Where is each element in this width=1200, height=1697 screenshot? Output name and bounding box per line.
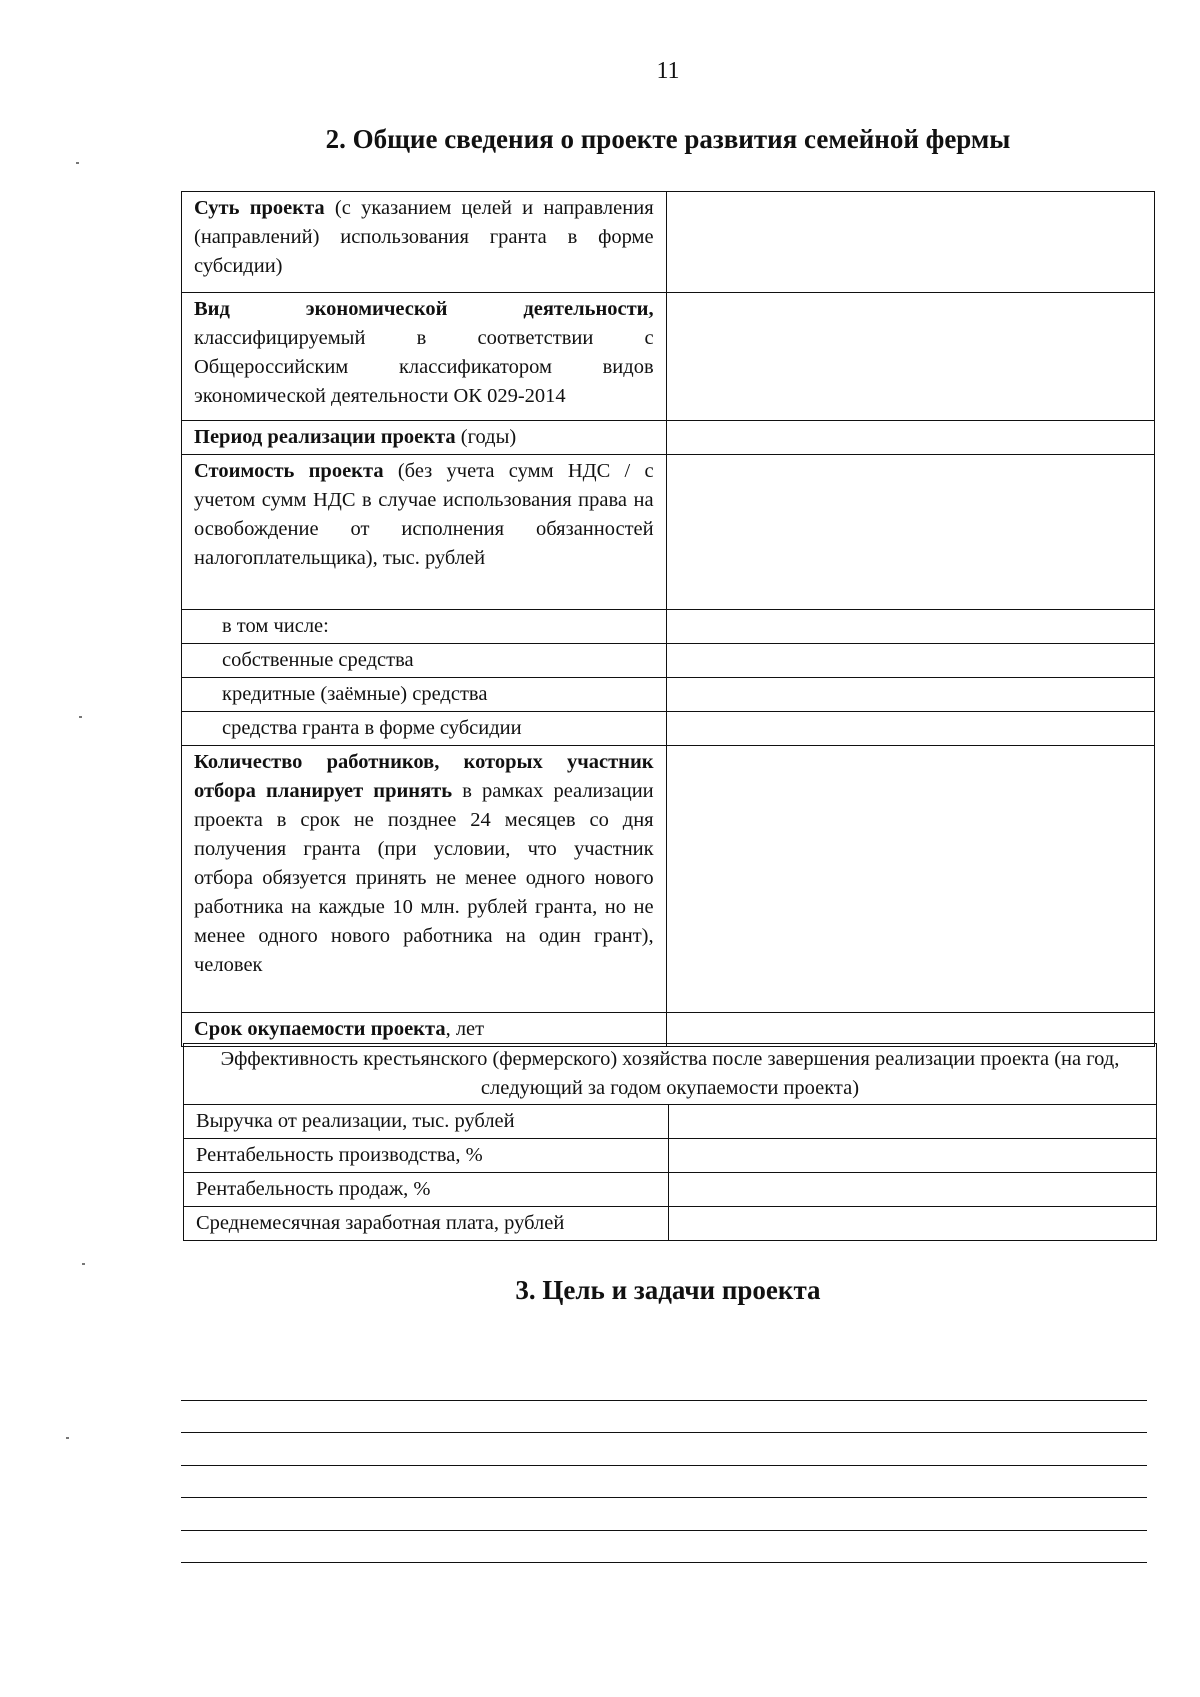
row-label: Среднемесячная заработная плата, рублей xyxy=(184,1207,669,1241)
table-row xyxy=(184,1139,1157,1173)
value-cell[interactable] xyxy=(666,712,1154,746)
row-label: средства гранта в форме субсидии xyxy=(182,712,667,746)
row-label: Выручка от реализации, тыс. рублей xyxy=(184,1105,669,1139)
table-row xyxy=(184,1173,1157,1207)
row-label: Срок окупаемости проекта, лет xyxy=(182,1013,667,1047)
answer-line[interactable] xyxy=(181,1368,1147,1401)
table-row xyxy=(182,712,1155,746)
answer-line[interactable] xyxy=(181,1401,1147,1434)
table-row xyxy=(182,455,1155,610)
value-cell[interactable] xyxy=(666,644,1154,678)
row-label: в том числе: xyxy=(182,610,667,644)
value-cell[interactable] xyxy=(668,1105,1156,1139)
table-row xyxy=(182,421,1155,455)
table-row xyxy=(184,1105,1157,1139)
table-row xyxy=(182,610,1155,644)
answer-line[interactable] xyxy=(181,1498,1147,1531)
scan-speck xyxy=(79,716,82,718)
row-label: кредитные (заёмные) средства xyxy=(182,678,667,712)
row-label: собственные средства xyxy=(182,644,667,678)
value-cell[interactable] xyxy=(668,1207,1156,1241)
table-row xyxy=(182,1013,1155,1047)
row-label: Количество работников, которых участник отбора планирует принять в рамках реализации проекта в срок не позднее 24 месяцев со дня получения гранта (при условии, что участник отбора обязуется принять не менее одного нового работника на каждые 10 млн. рублей гранта, но не менее одного нового работника на один грант), человек xyxy=(182,746,667,1013)
value-cell[interactable] xyxy=(668,1139,1156,1173)
table-row xyxy=(184,1044,1157,1105)
row-label: Стоимость проекта (без учета сумм НДС / с учетом сумм НДС в случае использования права на освобождение от исполнения обязанностей налогоплательщика), тыс. рублей xyxy=(182,455,667,610)
row-label: Рентабельность продаж, % xyxy=(184,1173,669,1207)
table-row xyxy=(182,192,1155,293)
scan-speck xyxy=(66,1437,69,1439)
value-cell[interactable] xyxy=(666,746,1154,1013)
value-cell[interactable] xyxy=(666,192,1154,293)
row-label: Период реализации проекта (годы) xyxy=(182,421,667,455)
answer-line[interactable] xyxy=(181,1433,1147,1466)
value-cell[interactable] xyxy=(666,293,1154,421)
value-cell[interactable] xyxy=(666,678,1154,712)
answer-line[interactable] xyxy=(181,1466,1147,1499)
efficiency-table xyxy=(183,1043,1157,1241)
row-label: Рентабельность производства, % xyxy=(184,1139,669,1173)
section-3-title: 3. Цель и задачи проекта xyxy=(515,1275,821,1305)
scan-speck xyxy=(76,162,79,164)
value-cell[interactable] xyxy=(666,1013,1154,1047)
answer-line[interactable] xyxy=(181,1531,1147,1564)
value-cell[interactable] xyxy=(666,455,1154,610)
value-cell[interactable] xyxy=(666,421,1154,455)
row-label: Суть проекта (с указанием целей и направления (направлений) использования гранта в форме субсидии) xyxy=(182,192,667,293)
table-row xyxy=(184,1207,1157,1241)
table-row xyxy=(182,644,1155,678)
table-row xyxy=(182,746,1155,1013)
value-cell[interactable] xyxy=(666,610,1154,644)
row-label: Вид экономической деятельности, классифицируемый в соответствии с Общероссийским классификатором видов экономической деятельности ОК 029-2014 xyxy=(182,293,667,421)
table-row xyxy=(182,678,1155,712)
value-cell[interactable] xyxy=(668,1173,1156,1207)
table-row xyxy=(182,293,1155,421)
project-info-table xyxy=(181,191,1155,1047)
page-number: 11 xyxy=(656,58,680,84)
efficiency-header: Эффективность крестьянского (фермерского) хозяйства после завершения реализации проекта (на год, следующий за годом окупаемости проекта) xyxy=(184,1044,1157,1105)
answer-lines[interactable] xyxy=(181,1368,1147,1563)
section-2-title: 2. Общие сведения о проекте развития семейной фермы xyxy=(325,124,1011,154)
scan-speck xyxy=(82,1263,85,1265)
